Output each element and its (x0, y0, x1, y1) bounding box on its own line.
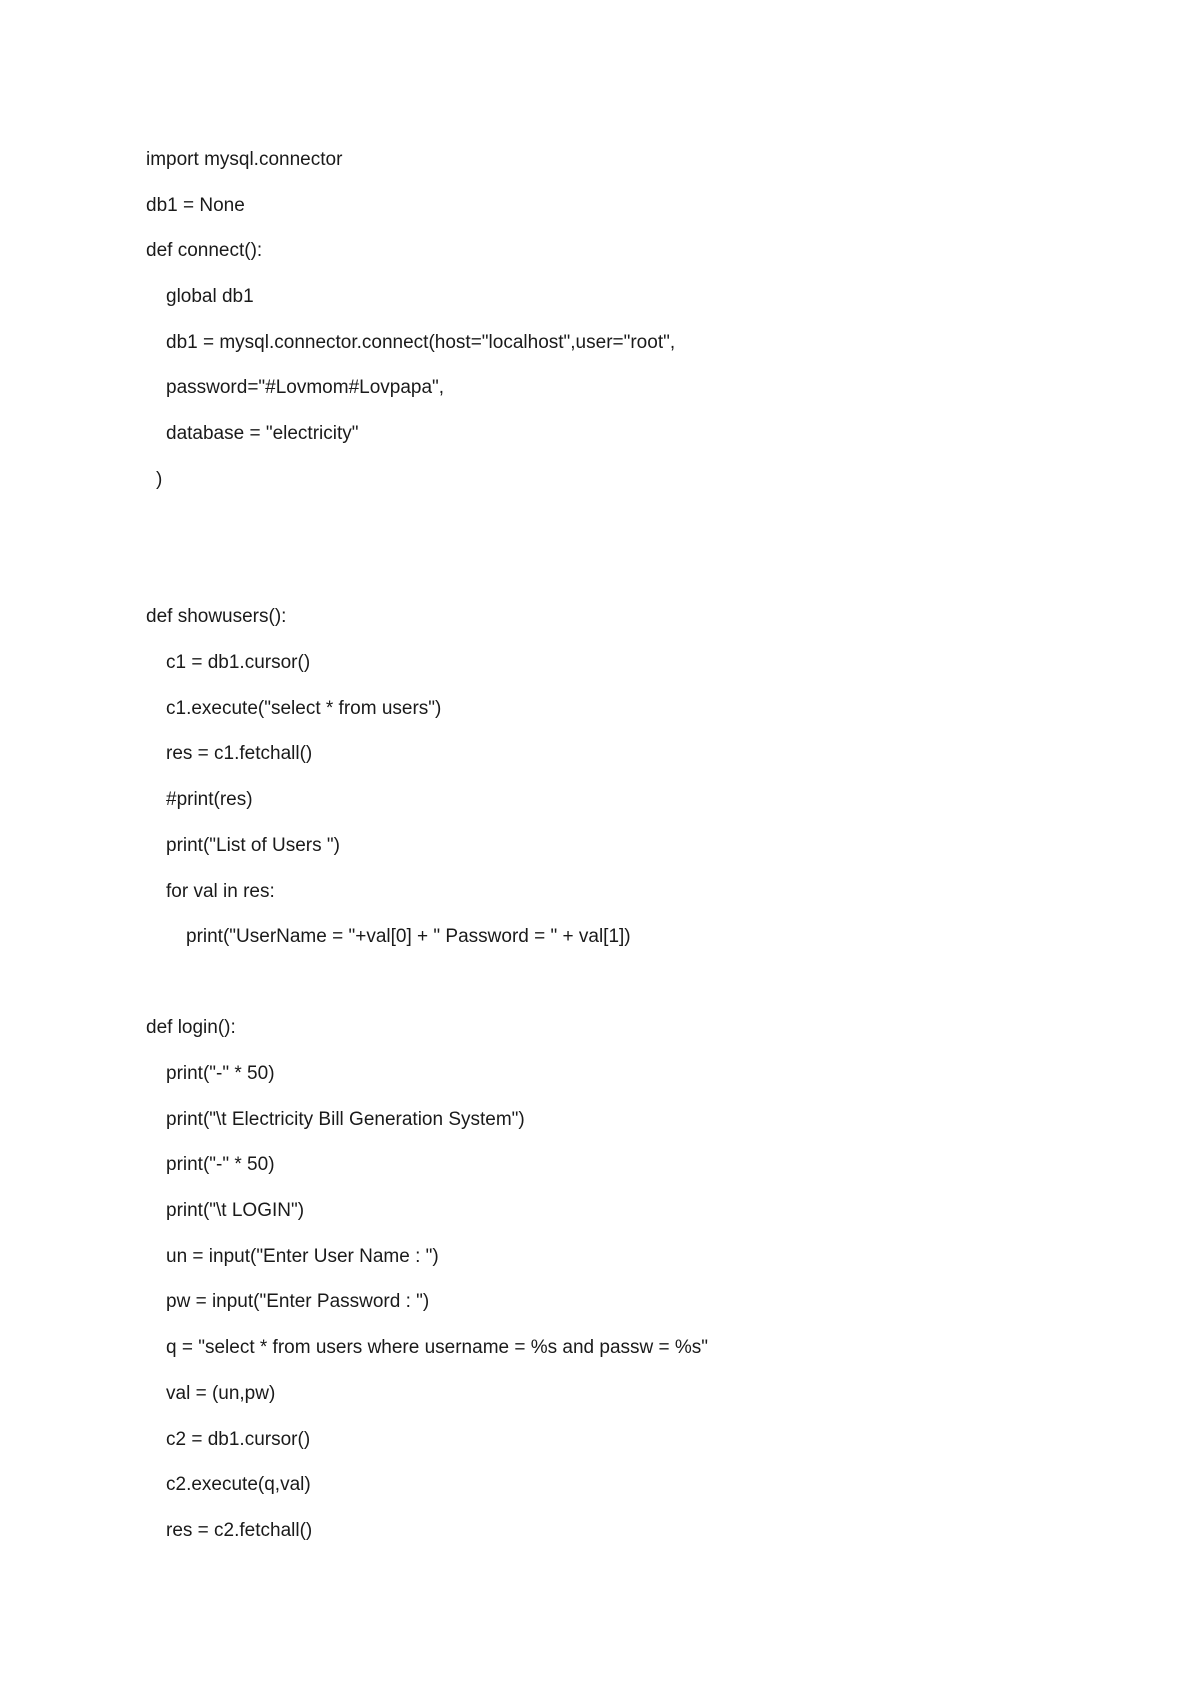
code-line: database = "electricity" (166, 423, 359, 444)
code-line: global db1 (166, 286, 254, 307)
code-line: def connect(): (146, 240, 263, 261)
code-line: val = (un,pw) (166, 1383, 276, 1404)
code-line: print("\t LOGIN") (166, 1200, 305, 1221)
code-line: import mysql.connector (146, 149, 343, 170)
code-line: password="#Lovmom#Lovpapa", (166, 377, 445, 398)
code-line: q = "select * from users where username = %s and passw = %s" (166, 1337, 709, 1358)
code-line: c2 = db1.cursor() (166, 1429, 311, 1450)
code-line: print("-" * 50) (166, 1154, 275, 1175)
code-line: c1.execute("select * from users") (166, 698, 442, 719)
code-line: c1 = db1.cursor() (166, 652, 311, 673)
code-line: print("List of Users ") (166, 835, 340, 856)
code-line: pw = input("Enter Password : ") (166, 1291, 430, 1312)
code-line: ) (156, 469, 163, 490)
code-line: def login(): (146, 1017, 236, 1038)
code-line: c2.execute(q,val) (166, 1474, 311, 1495)
code-line: print("-" * 50) (166, 1063, 275, 1084)
code-line: print("\t Electricity Bill Generation System") (166, 1109, 525, 1130)
code-line: res = c2.fetchall() (166, 1520, 313, 1541)
code-line: un = input("Enter User Name : ") (166, 1246, 439, 1267)
code-line: def showusers(): (146, 606, 287, 627)
code-line: print("UserName = "+val[0] + " Password = " + val[1]) (186, 926, 631, 947)
code-line: res = c1.fetchall() (166, 743, 313, 764)
code-line: db1 = None (146, 195, 245, 216)
code-line: db1 = mysql.connector.connect(host="localhost",user="root", (166, 332, 676, 353)
code-line: for val in res: (166, 881, 275, 902)
code-line: #print(res) (166, 789, 253, 810)
